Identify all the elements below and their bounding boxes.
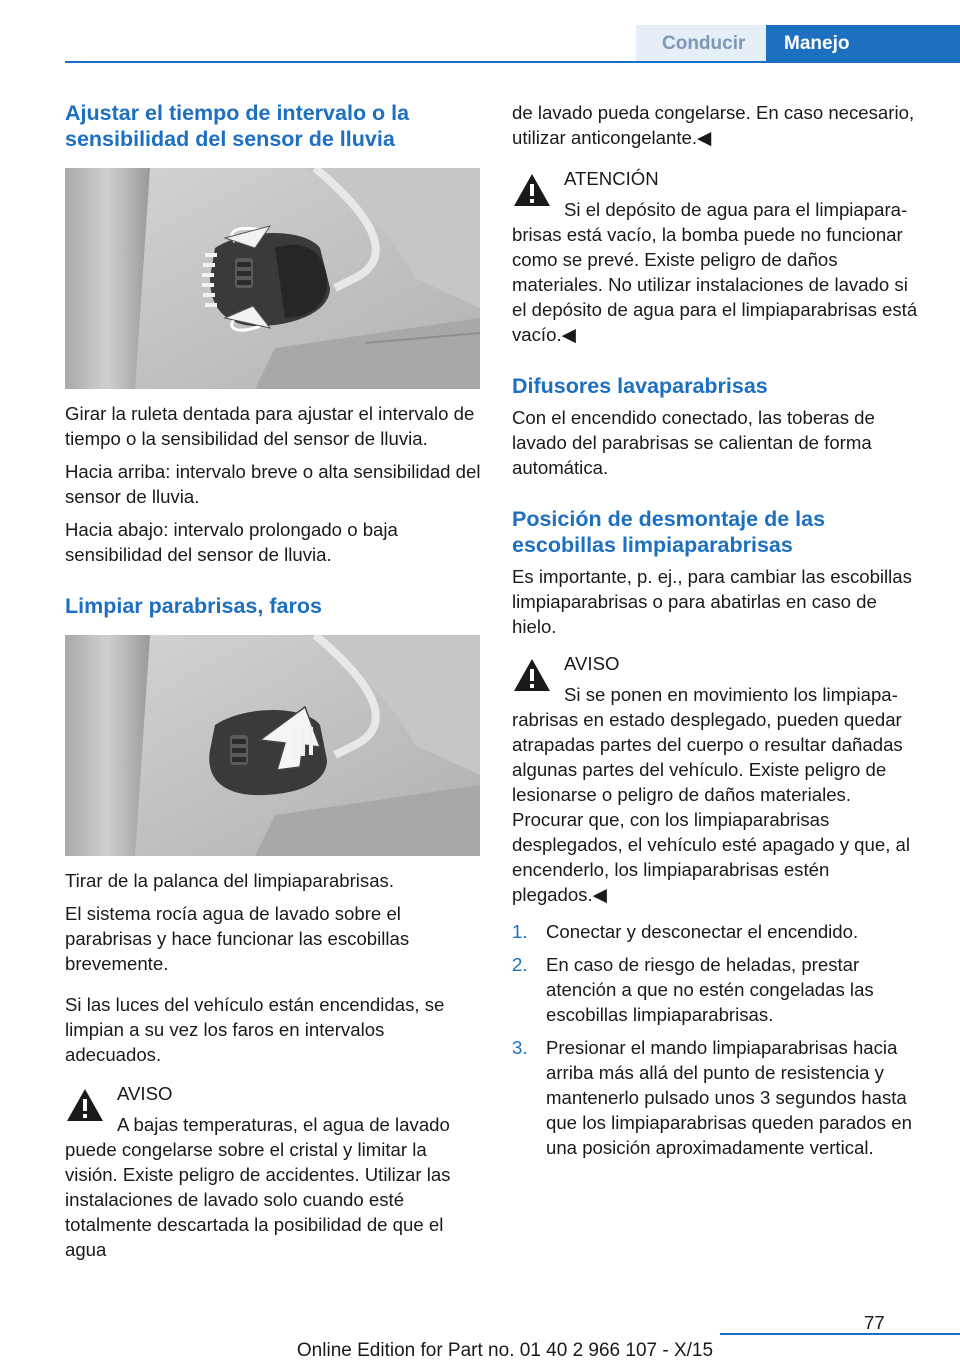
heading-difusores: Difusores lavaparabrisas [512, 374, 768, 398]
para-hacia-abajo: Hacia abajo: intervalo prolongado o baja sensibilidad del sensor de lluvia. [65, 519, 398, 565]
para-luces: Si las luces del vehículo están encendidas, se limpian a su vez los faros en intervalos adecuados. [65, 994, 445, 1065]
footer-edition: Online Edition for Part no. 01 40 2 966 107 - X/15 [296, 1340, 714, 1361]
warning-line1: Si se ponen en movimiento los limpiapa- [564, 684, 898, 705]
para-importante: Es importante, p. ej., para cambiar las escobillas limpiaparabrisas o para abatirlas en caso de hielo. [512, 566, 912, 637]
photo-wiper-lever [65, 635, 480, 856]
photo-wiper-wheel [65, 168, 480, 389]
warning-body: rabrisas en estado desplegado, pueden quedar atrapadas partes del cuerpo o resultar dañadas algunas partes del vehículo. Existe peligro de lesionarse o peligro de daños materiales. Procurar que, con los limpiaparabrisas desplegados, el vehículo esté apagado y que, al encenderlo, los limpiaparabrisas estén plegados.◀ [512, 709, 910, 905]
header-rule [65, 61, 960, 63]
warning-body: puede congelarse sobre el cristal y limitar la visión. Existe peligro de accidentes. Utilizar las instalaciones de lavado solo cuando esté totalmente descartada la posibilidad de que el agua [65, 1139, 451, 1260]
header-tabs [636, 25, 960, 62]
warning-title: AVISO [564, 653, 620, 674]
warning-atencion-deposito [512, 166, 927, 347]
heading-limpiar: Limpiar parabrisas, faros [65, 594, 322, 618]
step-text: En caso de riesgo de heladas, prestar atención a que no estén congeladas las escobillas limpiaparabrisas. [546, 954, 874, 1025]
page-number: 77 [864, 1312, 885, 1333]
warning-triangle-icon [512, 172, 552, 208]
para-girar: Girar la ruleta dentada para ajustar el intervalo de tiempo o la sensibilidad del sensor de lluvia. [65, 403, 475, 449]
step-text: Conectar y desconectar el encendido. [546, 921, 859, 942]
warning-body: brisas está vacío, la bomba puede no funcionar como se prevé. Existe peligro de daños materiales. No utilizar instalaciones de lavado si el depósito de agua para el limpiaparabrisas está vacío.◀ [512, 224, 918, 345]
tab-conducir[interactable]: Conducir [636, 25, 766, 62]
heading-posicion-desmontaje: Posición de desmontaje de las escobillas limpiaparabrisas [512, 507, 826, 557]
warning-title: ATENCIÓN [564, 168, 659, 189]
warning-title: AVISO [117, 1083, 173, 1104]
para-continuacion: de lavado pueda congelarse. En caso necesario, utilizar anticongelante.◀ [512, 102, 915, 148]
warning-aviso-temperaturas [65, 1081, 483, 1262]
step-number: 3. [512, 1037, 528, 1058]
warning-triangle-icon [512, 657, 552, 693]
para-rocia: El sistema rocía agua de lavado sobre el parabrisas y hace funcionar las escobillas brevemente. [65, 903, 410, 974]
step-number: 2. [512, 954, 528, 975]
para-tirar: Tirar de la palanca del limpiaparabrisas. [65, 870, 394, 891]
wiper-lever-illustration [65, 635, 480, 856]
para-hacia-arriba: Hacia arriba: intervalo breve o alta sensibilidad del sensor de lluvia. [65, 461, 481, 507]
step-number: 1. [512, 921, 528, 942]
warning-line1: Si el depósito de agua para el limpiapara- [564, 199, 908, 220]
warning-line1: A bajas temperaturas, el agua de lavado [117, 1114, 450, 1135]
heading-intervalo: Ajustar el tiempo de intervalo o la sensibilidad del sensor de lluvia [65, 101, 410, 151]
warning-aviso-movimiento [512, 651, 927, 907]
right-column [512, 100, 927, 1160]
para-difusores: Con el encendido conectado, las toberas de lavado del parabrisas se calientan de forma automática. [512, 407, 875, 478]
steps-list [512, 919, 927, 1160]
wiper-wheel-illustration [65, 168, 480, 389]
list-item [512, 952, 927, 1027]
list-item [512, 919, 927, 944]
footer-rule [720, 1333, 960, 1335]
step-text: Presionar el mando limpiaparabrisas hacia arriba más allá del punto de resistencia y mantenerlo pulsado unos 3 segundos hasta que los limpiaparabrisas queden parados en una posición aproximadamente vertical. [546, 1037, 912, 1158]
warning-triangle-icon [65, 1087, 105, 1123]
tab-manejo[interactable]: Manejo [766, 25, 960, 62]
left-column [65, 100, 483, 1262]
list-item [512, 1035, 927, 1160]
